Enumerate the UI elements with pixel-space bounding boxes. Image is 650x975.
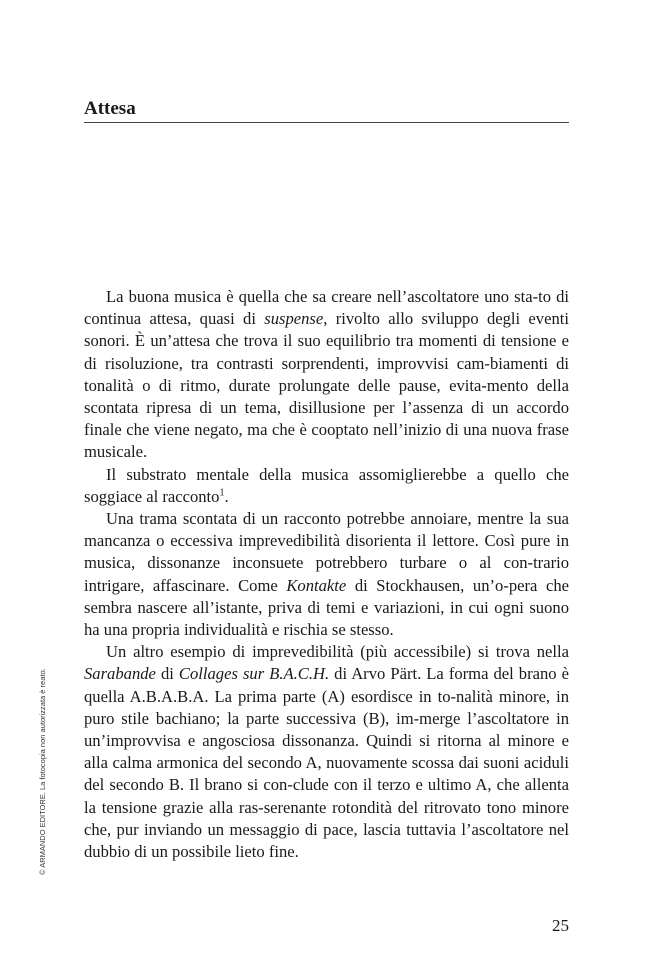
text-run: . (224, 486, 229, 506)
text-run: di (155, 664, 179, 684)
footnote-marker[interactable]: 1 (219, 487, 225, 499)
text-run: di Stockhausen, un’o-pera che sembra nascere all’istante, priva di temi e variazioni, in cui ogni suono ha una propria individualità e rischia se stesso. (84, 575, 569, 640)
text-run: Una trama scontata di un racconto potrebbe annoiare, mentre la sua mancanza o eccessiva imprevedibilità disorienta il lettore. Così pure in musica, dissonanze inconsuete potrebbero turbare o al con-trario intrigare, affascinare. Come (84, 509, 569, 595)
copyright-notice: © ARMANDO EDITORE. La fotocopia non autorizzata è reato. (38, 668, 47, 875)
paragraph (84, 508, 569, 641)
text-run: , rivolto allo sviluppo degli eventi sonori. È un’attesa che trova il suo equilibrio tra momenti di tensione e di risoluzione, tra contrasti sorprendenti, improvvisi cam-biamenti di tonalità o di ritmo, durate prolungate delle pause, evita-mento della scontata ripresa di un tema, disillusione per l’assenza di un accordo finale che viene negato, ma che è cooptato nell’inizio di una nuova frase musicale. (84, 309, 569, 462)
italic-text-run: suspense (264, 309, 324, 329)
text-run: di Arvo Pärt. La forma del brano è quella A.B.A.B.A. La prima parte (A) esordisce in to-nalità minore, in puro stile bachiano; la parte successiva (B), im-merge l’ascoltatore in un’improvvisa e angosciosa dissonanza. Quindi si ritorna al minore e alla calma armonica del secondo A, nuovamente scossa dai suoni aciduli del secondo B. Il brano si con-clude con il terzo e ultimo A, che allenta la tensione grazie alla ras-serenante rotondità del ritrovato tono minore che, pur inviando un messaggio di pace, lascia tuttavia l’ascoltatore nel dubbio di un possibile lieto fine. (84, 664, 569, 862)
text-run: Il substrato mentale della musica assomiglierebbe a quello che soggiace al racconto (84, 464, 569, 506)
text-run: Un altro esempio di imprevedibilità (più accessibile) si trova nella (106, 642, 569, 662)
italic-text-run: Collages sur B.A.C.H. (178, 664, 330, 684)
page-number: 25 (552, 916, 569, 935)
italic-text-run: Sarabande (84, 664, 156, 684)
body-text (84, 286, 569, 863)
text-run: La buona musica è quella che sa creare nell’ascoltatore uno sta-to di continua attesa, quasi di (84, 287, 569, 329)
chapter-title: Attesa (84, 98, 569, 123)
paragraph (84, 464, 569, 508)
italic-text-run: Kontakte (286, 575, 347, 595)
paragraph (84, 286, 569, 464)
paragraph (84, 641, 569, 863)
